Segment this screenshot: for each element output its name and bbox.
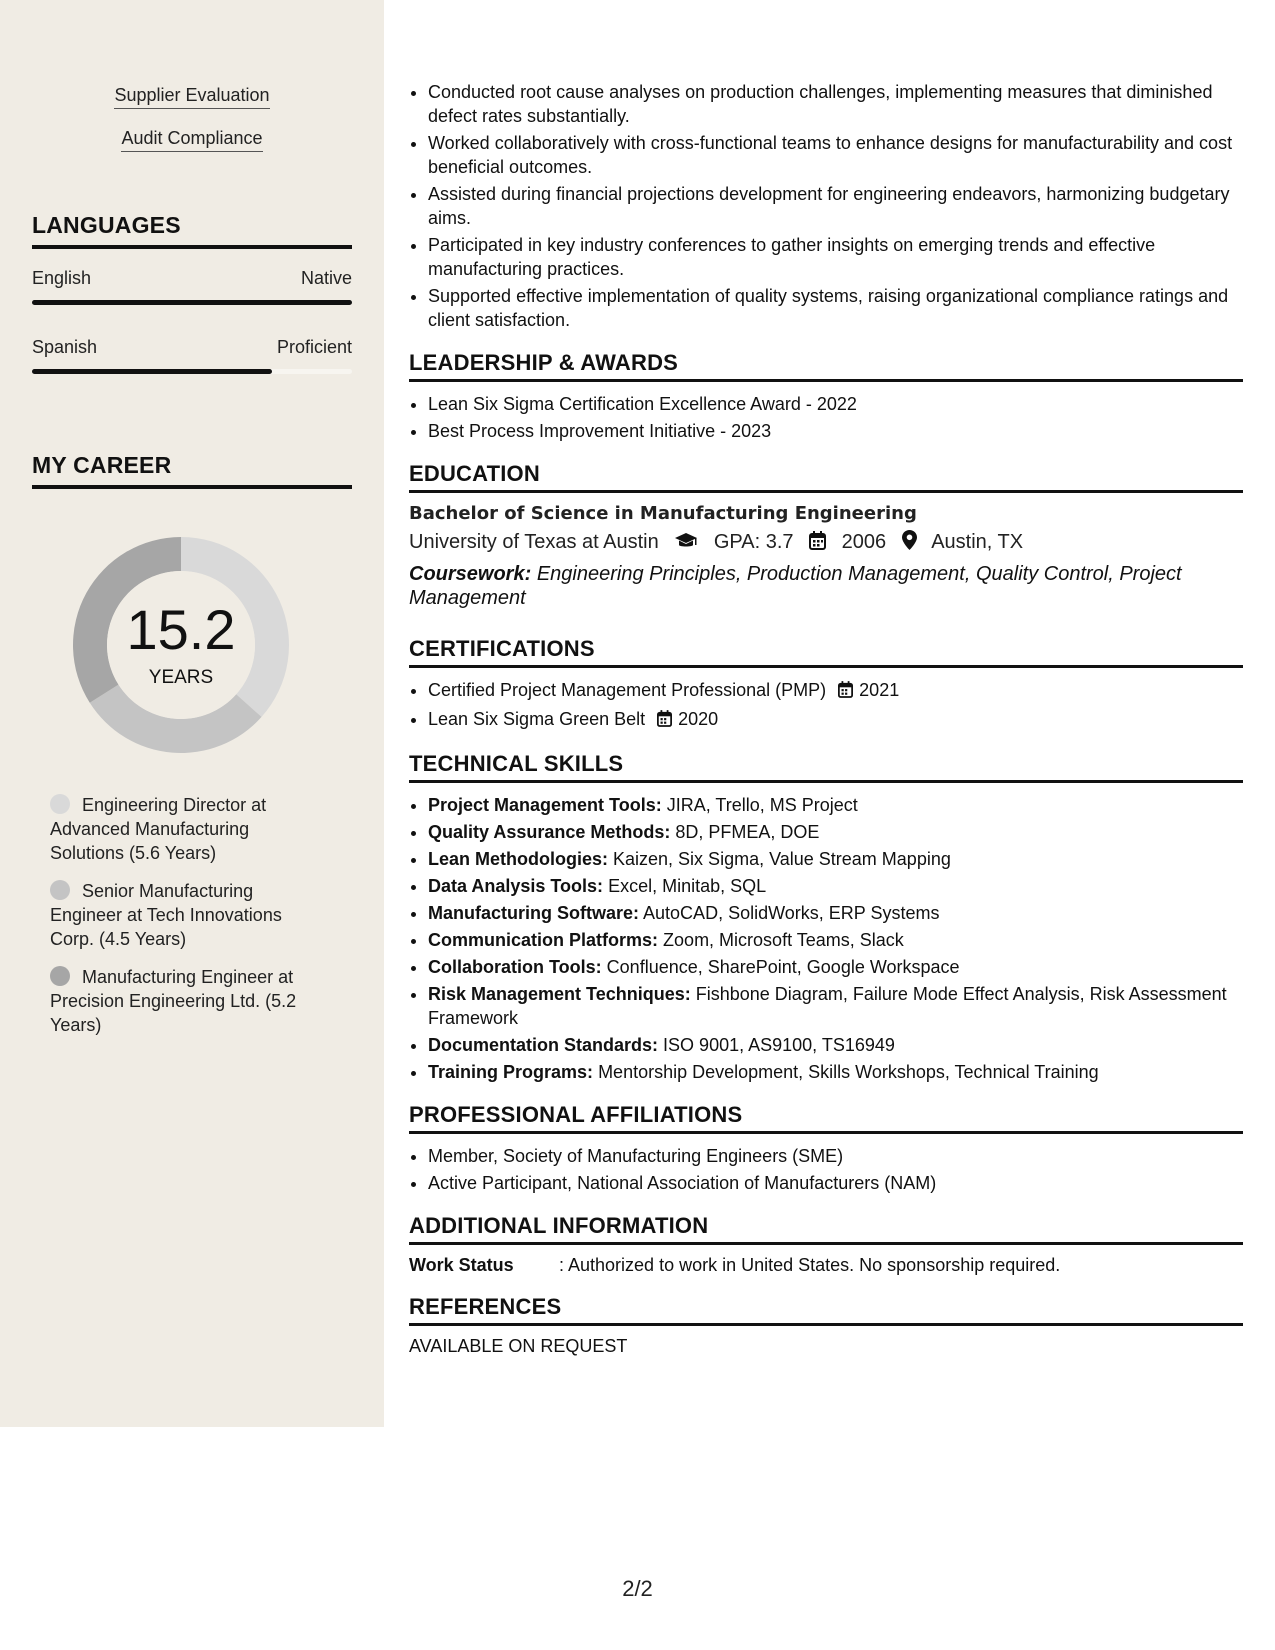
skill-label: Training Programs: [428,1062,594,1082]
language-bar-english [32,300,352,305]
skill-label: Communication Platforms: [428,930,659,950]
skill-label: Risk Management Techniques: [428,984,691,1004]
affiliations-heading: PROFESSIONAL AFFILIATIONS [409,1102,1243,1134]
awards-heading: LEADERSHIP & AWARDS [409,350,1243,382]
skill-item [428,820,1243,844]
skill-item [428,901,1243,925]
language-name: Spanish [32,337,98,357]
skill-value: JIRA, Trello, MS Project [666,795,858,815]
sidebar [0,0,384,1427]
skill-item [428,955,1243,979]
experience-bullets [409,80,1243,332]
technical-skills-heading: TECHNICAL SKILLS [409,751,1243,783]
skill-value: AutoCAD, SolidWorks, ERP Systems [643,903,940,923]
affiliations-list [409,1144,1243,1195]
career-heading: MY CAREER [32,452,352,489]
certification-item [428,678,1243,704]
skill-item [428,1033,1243,1057]
technical-skills-list [409,793,1243,1084]
skill-label: Lean Methodologies: [428,849,608,869]
skill-item [428,847,1243,871]
career-legend-item [50,879,320,951]
experience-bullet: • Worked collaboratively with cross-functional teams to enhance designs for manufacturability and cost beneficial outcomes. [428,131,1243,179]
graduation-cap-icon [674,532,698,556]
legend-dot [50,880,70,900]
skill-value: Kaizen, Six Sigma, Value Stream Mapping [613,849,951,869]
certifications-heading: CERTIFICATIONS [409,636,1243,668]
skill-item [428,874,1243,898]
career-legend-label: Senior Manufacturing Engineer at Tech Innovations Corp. (4.5 Years) [50,881,282,949]
certification-name: Lean Six Sigma Green Belt [428,709,646,729]
education-degree: Bachelor of Science in Manufacturing Engineering [409,503,917,524]
language-bar-fill [32,300,352,305]
skill-links [0,85,384,171]
experience-bullet: • Conducted root cause analyses on production challenges, implementing measures that diminished defect rates substantially. [428,80,1243,128]
skill-value: Excel, Minitab, SQL [608,876,767,896]
language-row-spanish [32,337,352,358]
award-item: • Lean Six Sigma Certification Excellence Award - 2022 [428,392,1243,416]
career-legend [50,793,320,1051]
experience-bullet: • Assisted during financial projections development for engineering endeavors, harmonizing budgetary aims. [428,182,1243,230]
skill-label: Quality Assurance Methods: [428,822,671,842]
language-level: Native [300,268,352,288]
education-location: Austin, TX [931,531,1024,553]
skill-label: Collaboration Tools: [428,957,602,977]
language-row-english [32,268,352,289]
education-gpa: GPA: 3.7 [713,531,794,553]
certification-year: 2020 [678,709,719,729]
awards-list [409,392,1243,443]
map-pin-icon [902,530,917,556]
skill-item [428,1060,1243,1084]
main-column [409,80,1243,1357]
education-meta [409,530,1243,556]
affiliation-item: • Active Participant, National Association of Manufacturers (NAM) [428,1171,1243,1195]
skill-value: 8D, PFMEA, DOE [675,822,820,842]
calendar-icon [838,680,853,704]
certification-year: 2021 [859,680,900,700]
affiliation-item: • Member, Society of Manufacturing Engineers (SME) [428,1144,1243,1168]
skill-item [428,793,1243,817]
skill-label: Project Management Tools: [428,795,662,815]
skill-value: ISO 9001, AS9100, TS16949 [663,1035,895,1055]
skill-link-audit-compliance[interactable]: Audit Compliance [121,128,262,152]
coursework-label: Coursework: [409,563,532,585]
references-heading: REFERENCES [409,1294,1243,1326]
skill-label: Manufacturing Software: [428,903,640,923]
certifications-list [409,678,1243,733]
skill-label: Documentation Standards: [428,1035,659,1055]
language-name: English [32,268,92,288]
career-legend-item [50,793,320,865]
experience-bullet: • Supported effective implementation of quality systems, raising organizational compliance ratings and client satisfaction. [428,284,1243,332]
education-year: 2006 [841,531,887,553]
work-status-value: : Authorized to work in United States. No sponsorship required. [559,1255,1061,1275]
work-status-row [409,1255,1243,1276]
education-heading: EDUCATION [409,461,1243,493]
career-total-years: 15.2 [126,598,236,661]
language-bar-fill [32,369,272,374]
skill-value: Fishbone Diagram, Failure Mode Effect Analysis, Risk Assessment Framework [428,984,1227,1028]
legend-dot [50,966,70,986]
additional-info-heading: ADDITIONAL INFORMATION [409,1213,1243,1245]
page-number: 2/2 [622,1576,653,1601]
calendar-icon [809,531,826,556]
legend-dot [50,794,70,814]
skill-item [428,982,1243,1030]
skill-label: Data Analysis Tools: [428,876,604,896]
skill-value: Confluence, SharePoint, Google Workspace [606,957,960,977]
award-item: • Best Process Improvement Initiative - 2023 [428,419,1243,443]
certification-item [428,707,1243,733]
education-coursework [409,562,1243,610]
skill-value: Mentorship Development, Skills Workshops, Technical Training [598,1062,1099,1082]
references-text: AVAILABLE ON REQUEST [409,1336,628,1356]
languages-heading: LANGUAGES [32,212,352,249]
certification-name: Certified Project Management Professional (PMP) [428,680,827,700]
education-school: University of Texas at Austin [409,531,659,553]
coursework-text: Engineering Principles, Production Management, Quality Control, Project Management [409,563,1182,609]
skill-item [428,928,1243,952]
career-legend-item [50,965,320,1037]
career-legend-label: Manufacturing Engineer at Precision Engineering Ltd. (5.2 Years) [50,967,297,1035]
experience-bullet: • Participated in key industry conferences to gather insights on emerging trends and effective manufacturing practices. [428,233,1243,281]
work-status-label: Work Status [409,1255,514,1275]
language-bar-spanish [32,369,352,374]
skill-value: Zoom, Microsoft Teams, Slack [663,930,904,950]
career-legend-label: Engineering Director at Advanced Manufacturing Solutions (5.6 Years) [50,795,267,863]
skill-link-supplier-evaluation[interactable]: Supplier Evaluation [114,85,269,109]
career-donut [66,530,296,760]
career-total-unit: YEARS [148,667,214,688]
calendar-icon [657,709,672,733]
language-level: Proficient [276,337,352,357]
